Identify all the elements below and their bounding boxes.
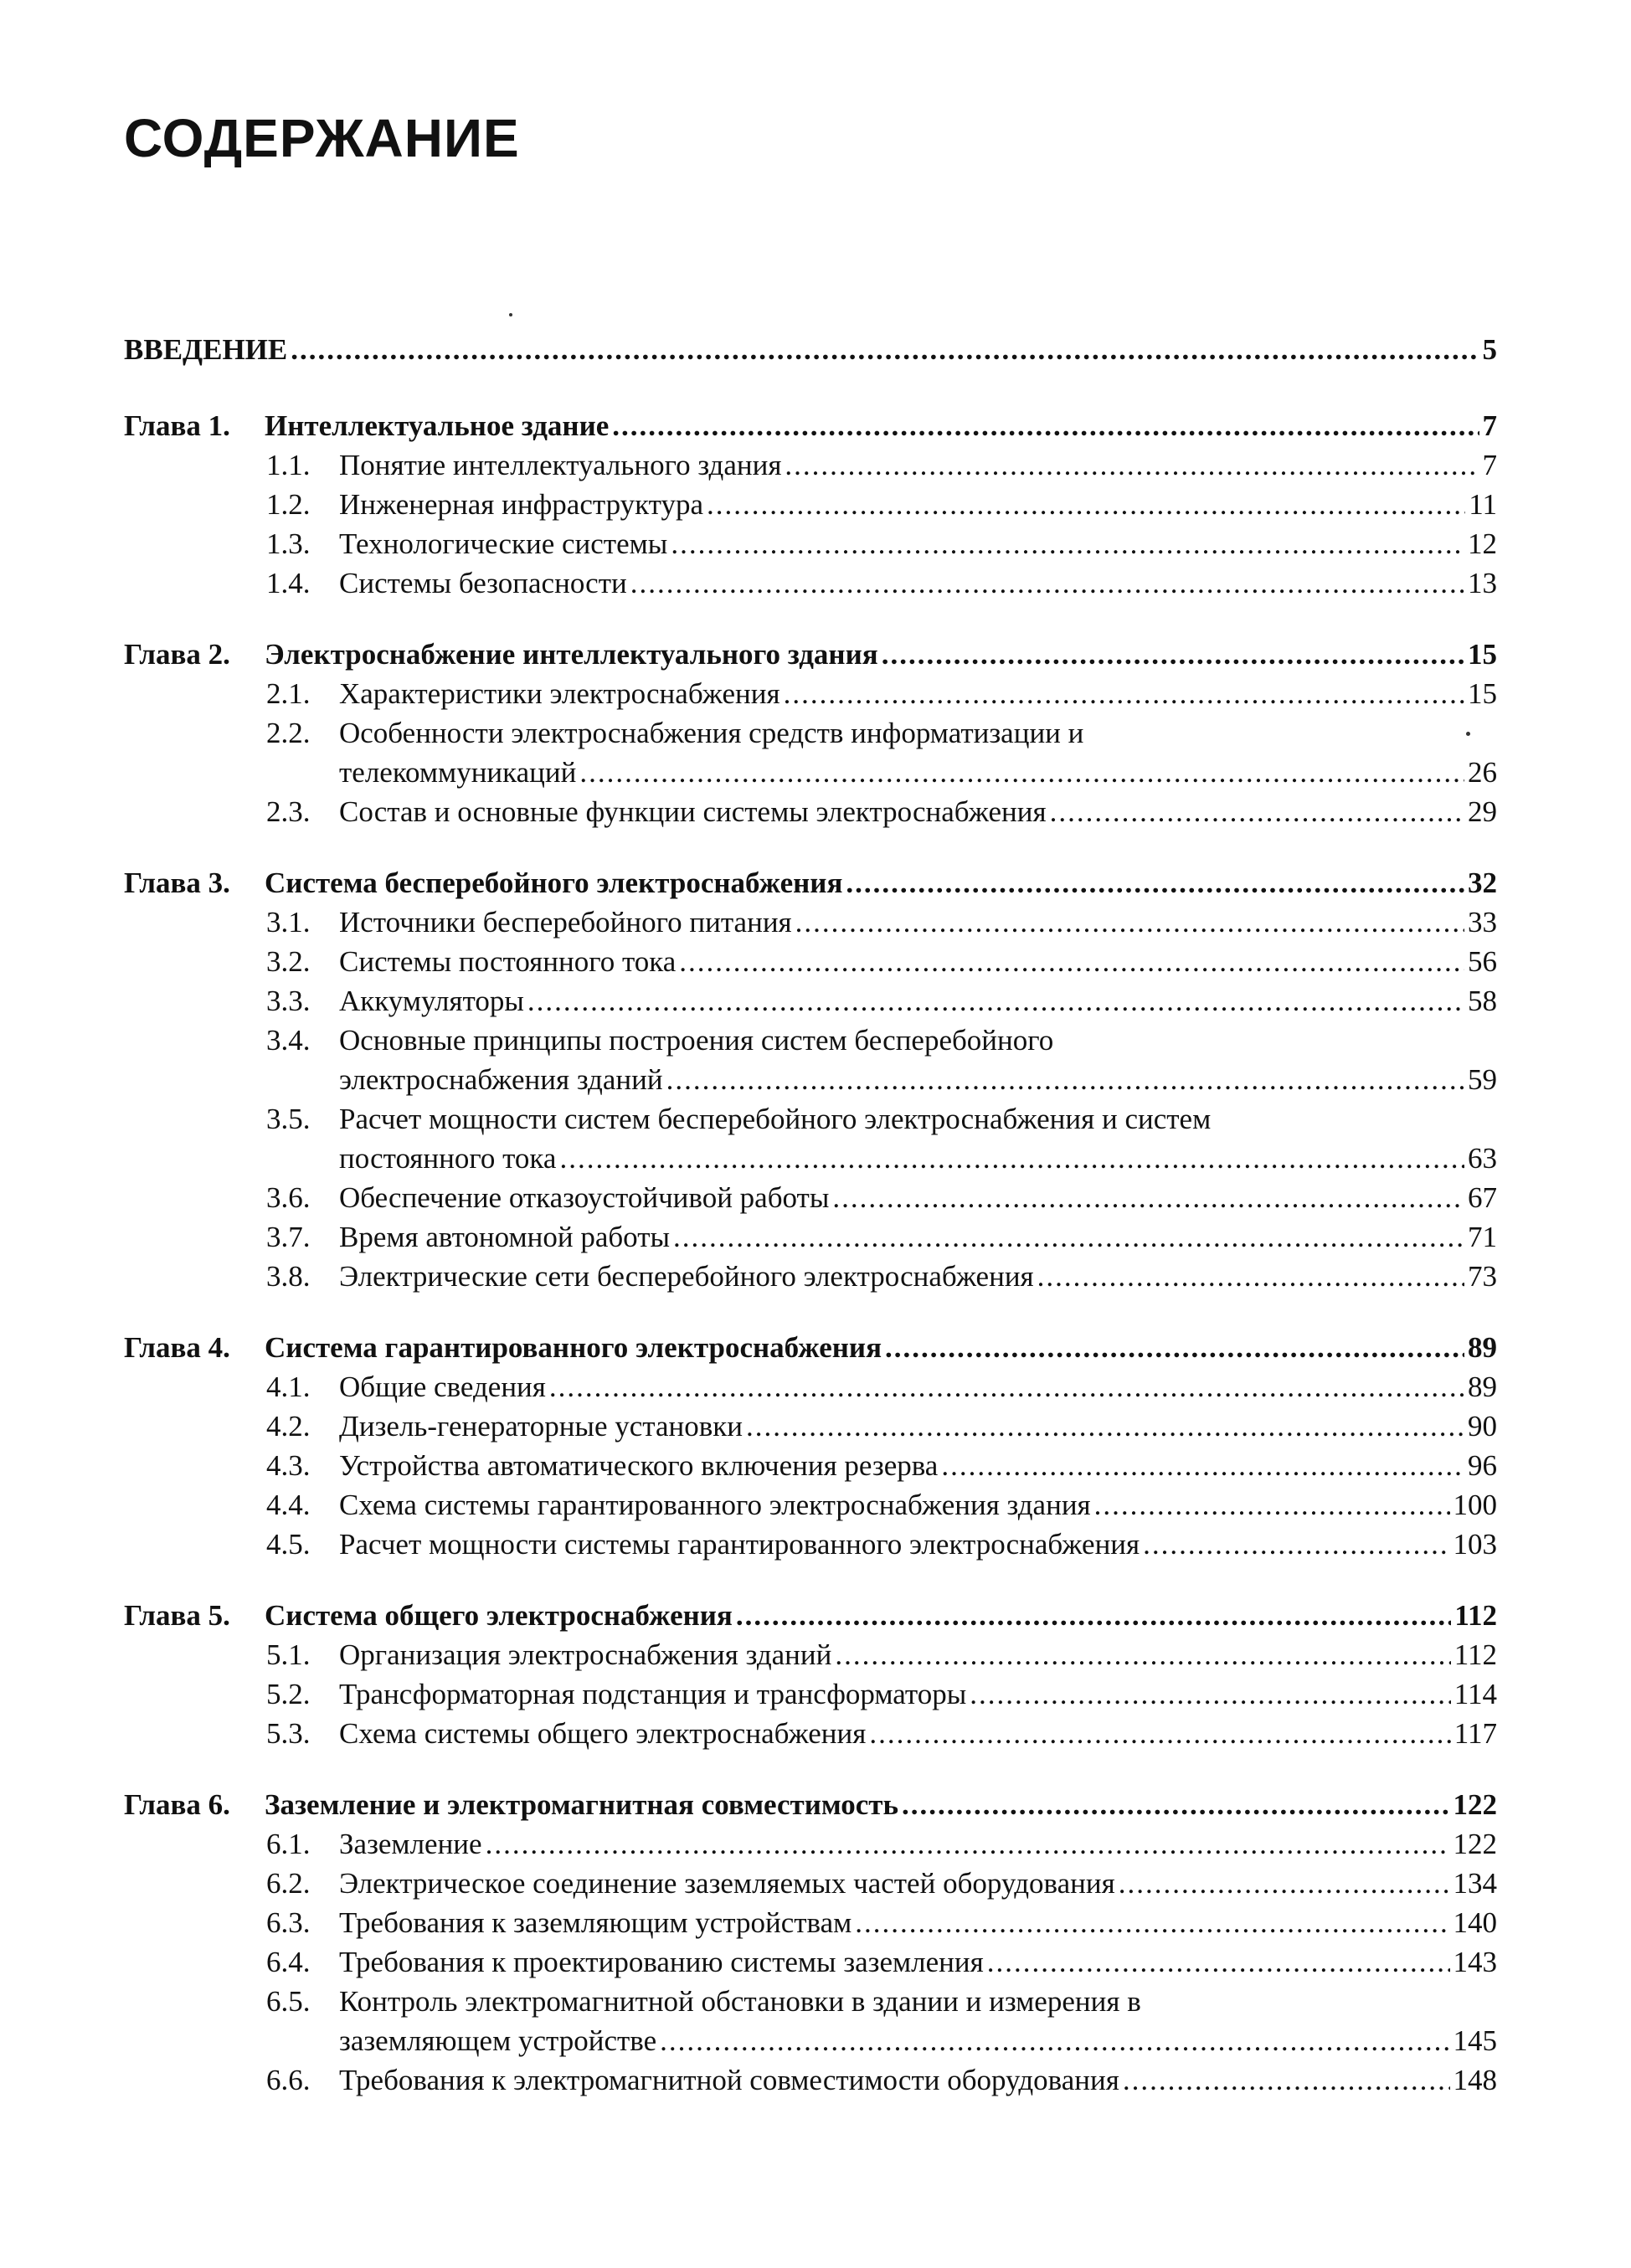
- section-page-number: 114: [1453, 1678, 1497, 1710]
- chapter-label: Глава 4.: [124, 1331, 230, 1364]
- dot-leader: [882, 635, 1464, 674]
- section-number: 2.3.: [266, 795, 311, 828]
- chapter-page-number: 15: [1468, 638, 1497, 671]
- dot-leader: [707, 485, 1465, 524]
- section-number: 4.2.: [266, 1410, 311, 1443]
- toc-section-entry[interactable]: [124, 1674, 1497, 1714]
- section-page-number: 71: [1468, 1221, 1497, 1253]
- chapter-label: Глава 2.: [124, 638, 230, 671]
- toc-chapter-entry[interactable]: [124, 1328, 1497, 1367]
- dot-leader: [549, 1367, 1464, 1407]
- section-page-number: 12: [1468, 527, 1497, 560]
- section-number: 6.1.: [266, 1828, 311, 1860]
- intro-page-number: 5: [1482, 333, 1497, 366]
- section-title-line: Расчет мощности систем бесперебойного электроснабжения и систем: [339, 1103, 1212, 1135]
- toc-section-entry[interactable]: [124, 1942, 1497, 1982]
- table-of-contents: [124, 330, 1497, 2100]
- chapter-title: Система общего электроснабжения: [265, 1599, 733, 1632]
- dot-leader: [630, 563, 1464, 603]
- section-title-line: Состав и основные функции системы электроснабжения: [339, 795, 1047, 828]
- dot-leader: [736, 1596, 1452, 1635]
- section-title-line: Обеспечение отказоустойчивой работы: [339, 1181, 830, 1214]
- toc-chapter-entry[interactable]: [124, 635, 1497, 674]
- dot-leader: [746, 1407, 1464, 1446]
- section-title-line: постоянного тока: [339, 1142, 557, 1175]
- toc-section-entry[interactable]: [124, 1485, 1497, 1525]
- dot-leader: [666, 1060, 1464, 1099]
- spacer: [124, 1564, 1497, 1596]
- scan-speck: [509, 313, 512, 316]
- section-page-number: 26: [1468, 756, 1497, 789]
- dot-leader: [795, 903, 1464, 942]
- section-page-number: 145: [1453, 2024, 1497, 2057]
- chapter-title: Заземление и электромагнитная совместимость: [265, 1788, 899, 1821]
- section-title-line: Понятие интеллектуального здания: [339, 449, 782, 481]
- section-title-line: Характеристики электроснабжения: [339, 677, 780, 710]
- toc-chapter-entry[interactable]: [124, 1785, 1497, 1824]
- dot-leader: [527, 981, 1464, 1021]
- section-number: 4.1.: [266, 1371, 311, 1403]
- dot-leader: [846, 863, 1464, 903]
- section-title-line: Источники бесперебойного питания: [339, 906, 792, 939]
- toc-section-entry[interactable]: [124, 1714, 1497, 1753]
- dot-leader: [885, 1328, 1464, 1367]
- section-title-line: Требования к проектированию системы заземления: [339, 1946, 984, 1978]
- chapter-title: Система бесперебойного электроснабжения: [265, 867, 843, 899]
- section-number: 6.3.: [266, 1906, 311, 1939]
- section-title-line: Заземление: [339, 1828, 482, 1860]
- section-title-line: Электрическое соединение заземляемых частей оборудования: [339, 1867, 1115, 1900]
- dot-leader: [486, 1824, 1450, 1864]
- dot-leader: [869, 1714, 1450, 1753]
- section-title-line: Схема системы гарантированного электроснабжения здания: [339, 1489, 1091, 1521]
- toc-section-entry[interactable]: [124, 1864, 1497, 1903]
- dot-leader: [902, 1785, 1449, 1824]
- dot-leader: [1119, 1864, 1450, 1903]
- toc-section-entry[interactable]: [124, 524, 1497, 563]
- toc-section-continuation[interactable]: [124, 753, 1497, 792]
- toc-entry-intro[interactable]: [124, 330, 1497, 369]
- section-title-line: Организация электроснабжения зданий: [339, 1638, 832, 1671]
- dot-leader: [784, 674, 1464, 713]
- section-number: 6.4.: [266, 1946, 311, 1978]
- section-title-line: Системы постоянного тока: [339, 945, 677, 978]
- section-number: 3.1.: [266, 906, 311, 939]
- dot-leader: [1037, 1257, 1464, 1296]
- chapter-label: Глава 6.: [124, 1788, 230, 1821]
- dot-leader: [579, 753, 1464, 792]
- toc-section-entry[interactable]: [124, 485, 1497, 524]
- toc-section-entry[interactable]: [124, 1021, 1497, 1060]
- dot-leader: [559, 1139, 1464, 1178]
- dot-leader: [1123, 2060, 1450, 2100]
- toc-chapter-entry[interactable]: [124, 406, 1497, 445]
- toc-section-entry[interactable]: [124, 1407, 1497, 1446]
- section-page-number: 63: [1468, 1142, 1497, 1175]
- section-title-line: заземляющем устройстве: [339, 2024, 657, 2057]
- spacer: [124, 603, 1497, 635]
- section-page-number: 15: [1468, 677, 1497, 710]
- toc-section-continuation[interactable]: [124, 1139, 1497, 1178]
- section-page-number: 13: [1468, 567, 1497, 599]
- toc-section-entry[interactable]: [124, 981, 1497, 1021]
- section-title-line: Общие сведения: [339, 1371, 546, 1403]
- toc-section-continuation[interactable]: [124, 1060, 1497, 1099]
- section-number: 3.6.: [266, 1181, 311, 1214]
- toc-section-entry[interactable]: [124, 792, 1497, 831]
- section-page-number: 96: [1468, 1449, 1497, 1482]
- chapter-page-number: 32: [1468, 867, 1497, 899]
- section-page-number: 90: [1468, 1410, 1497, 1443]
- section-number: 3.2.: [266, 945, 311, 978]
- dot-leader: [855, 1903, 1449, 1942]
- section-title-line: Контроль электромагнитной обстановки в здании и измерения в: [339, 1985, 1141, 2018]
- toc-section-entry[interactable]: [124, 1903, 1497, 1942]
- section-title-line: телекоммуникаций: [339, 756, 577, 789]
- dot-leader: [785, 445, 1479, 485]
- chapter-label: Глава 5.: [124, 1599, 230, 1632]
- spacer: [124, 369, 1497, 406]
- spacer: [124, 1296, 1497, 1328]
- toc-section-entry[interactable]: [124, 1525, 1497, 1564]
- toc-chapter-entry[interactable]: [124, 863, 1497, 903]
- section-page-number: 140: [1453, 1906, 1497, 1939]
- toc-section-entry[interactable]: [124, 1099, 1497, 1139]
- chapter-title: Система гарантированного электроснабжения: [265, 1331, 882, 1364]
- toc-section-entry[interactable]: [124, 903, 1497, 942]
- toc-section-entry[interactable]: [124, 674, 1497, 713]
- section-title-line: Устройства автоматического включения резерва: [339, 1449, 939, 1482]
- section-page-number: 58: [1468, 985, 1497, 1017]
- toc-section-entry[interactable]: [124, 1257, 1497, 1296]
- dot-leader: [1050, 792, 1464, 831]
- section-title-line: Трансформаторная подстанция и трансформаторы: [339, 1678, 967, 1710]
- page-title: СОДЕРЖАНИЕ: [124, 108, 520, 168]
- dot-leader: [660, 2021, 1449, 2060]
- section-number: 5.3.: [266, 1717, 311, 1750]
- section-number: 3.8.: [266, 1260, 311, 1293]
- section-title-line: Инженерная инфраструктура: [339, 488, 704, 521]
- dot-leader: [679, 942, 1464, 981]
- chapter-label: Глава 1.: [124, 409, 230, 442]
- chapter-page-number: 89: [1468, 1331, 1497, 1364]
- toc-section-entry[interactable]: [124, 2060, 1497, 2100]
- toc-chapter-entry[interactable]: [124, 1596, 1497, 1635]
- intro-label: ВВЕДЕНИЕ: [124, 333, 288, 366]
- section-number: 2.2.: [266, 717, 311, 749]
- section-number: 5.2.: [266, 1678, 311, 1710]
- section-number: 1.4.: [266, 567, 311, 599]
- section-page-number: 7: [1482, 449, 1497, 481]
- section-page-number: 67: [1468, 1181, 1497, 1214]
- section-page-number: 134: [1453, 1867, 1497, 1900]
- dot-leader: [970, 1674, 1451, 1714]
- section-number: 6.5.: [266, 1985, 311, 2018]
- section-page-number: 103: [1453, 1528, 1497, 1561]
- section-page-number: 59: [1468, 1063, 1497, 1096]
- section-number: 6.6.: [266, 2064, 311, 2096]
- section-page-number: 148: [1453, 2064, 1497, 2096]
- chapter-page-number: 112: [1454, 1599, 1497, 1632]
- section-page-number: 112: [1453, 1638, 1497, 1671]
- section-number: 6.2.: [266, 1867, 311, 1900]
- section-number: 4.5.: [266, 1528, 311, 1561]
- section-number: 3.4.: [266, 1024, 311, 1057]
- section-number: 3.5.: [266, 1103, 311, 1135]
- section-page-number: 143: [1453, 1946, 1497, 1978]
- dot-leader: [835, 1635, 1450, 1674]
- section-number: 4.4.: [266, 1489, 311, 1521]
- dot-leader: [987, 1942, 1450, 1982]
- section-title-line: Особенности электроснабжения средств информатизации и: [339, 717, 1084, 749]
- toc-section-entry[interactable]: [124, 1217, 1497, 1257]
- spacer: [124, 831, 1497, 863]
- section-page-number: 100: [1453, 1489, 1497, 1521]
- toc-section-entry[interactable]: [124, 563, 1497, 603]
- dot-leader: [673, 1217, 1464, 1257]
- section-page-number: 56: [1468, 945, 1497, 978]
- section-title-line: Основные принципы построения систем бесперебойного: [339, 1024, 1054, 1057]
- toc-section-entry[interactable]: [124, 942, 1497, 981]
- section-title-line: Расчет мощности системы гарантированного электроснабжения: [339, 1528, 1140, 1561]
- chapter-page-number: 122: [1453, 1788, 1497, 1821]
- toc-section-entry[interactable]: [124, 1635, 1497, 1674]
- toc-section-entry[interactable]: [124, 445, 1497, 485]
- section-page-number: 33: [1468, 906, 1497, 939]
- dot-leader: [291, 330, 1479, 369]
- section-title-line: Аккумуляторы: [339, 985, 524, 1017]
- dot-leader: [1094, 1485, 1450, 1525]
- section-number: 2.1.: [266, 677, 311, 710]
- section-number: 1.1.: [266, 449, 311, 481]
- toc-section-entry[interactable]: [124, 1824, 1497, 1864]
- toc-section-entry[interactable]: [124, 1982, 1497, 2021]
- section-title-line: Требования к заземляющим устройствам: [339, 1906, 852, 1939]
- section-page-number: 29: [1468, 795, 1497, 828]
- dot-leader: [671, 524, 1464, 563]
- section-page-number: 117: [1453, 1717, 1497, 1750]
- spacer: [124, 1753, 1497, 1785]
- toc-section-entry[interactable]: [124, 713, 1497, 753]
- section-number: 3.7.: [266, 1221, 311, 1253]
- chapter-label: Глава 3.: [124, 867, 230, 899]
- section-number: 5.1.: [266, 1638, 311, 1671]
- section-title-line: Электрические сети бесперебойного электроснабжения: [339, 1260, 1034, 1293]
- dot-leader: [941, 1446, 1464, 1485]
- section-title-line: Требования к электромагнитной совместимости оборудования: [339, 2064, 1119, 2096]
- section-title-line: Технологические системы: [339, 527, 668, 560]
- section-number: 3.3.: [266, 985, 311, 1017]
- section-page-number: 89: [1468, 1371, 1497, 1403]
- section-page-number: 73: [1468, 1260, 1497, 1293]
- dot-leader: [612, 406, 1479, 445]
- section-page-number: 122: [1453, 1828, 1497, 1860]
- dot-leader: [832, 1178, 1464, 1217]
- toc-section-entry[interactable]: [124, 1446, 1497, 1485]
- toc-section-entry[interactable]: [124, 1178, 1497, 1217]
- chapter-page-number: 7: [1482, 409, 1497, 442]
- dot-leader: [1143, 1525, 1449, 1564]
- section-title-line: электроснабжения зданий: [339, 1063, 663, 1096]
- section-title-line: Дизель-генераторные установки: [339, 1410, 743, 1443]
- section-page-number: 11: [1469, 488, 1497, 521]
- section-title-line: Системы безопасности: [339, 567, 627, 599]
- section-number: 1.3.: [266, 527, 311, 560]
- toc-section-entry[interactable]: [124, 1367, 1497, 1407]
- toc-section-continuation[interactable]: [124, 2021, 1497, 2060]
- chapter-title: Интеллектуальное здание: [265, 409, 610, 442]
- section-number: 1.2.: [266, 488, 311, 521]
- section-title-line: Схема системы общего электроснабжения: [339, 1717, 867, 1750]
- section-number: 4.3.: [266, 1449, 311, 1482]
- chapter-title: Электроснабжение интеллектуального здания: [265, 638, 878, 671]
- section-title-line: Время автономной работы: [339, 1221, 671, 1253]
